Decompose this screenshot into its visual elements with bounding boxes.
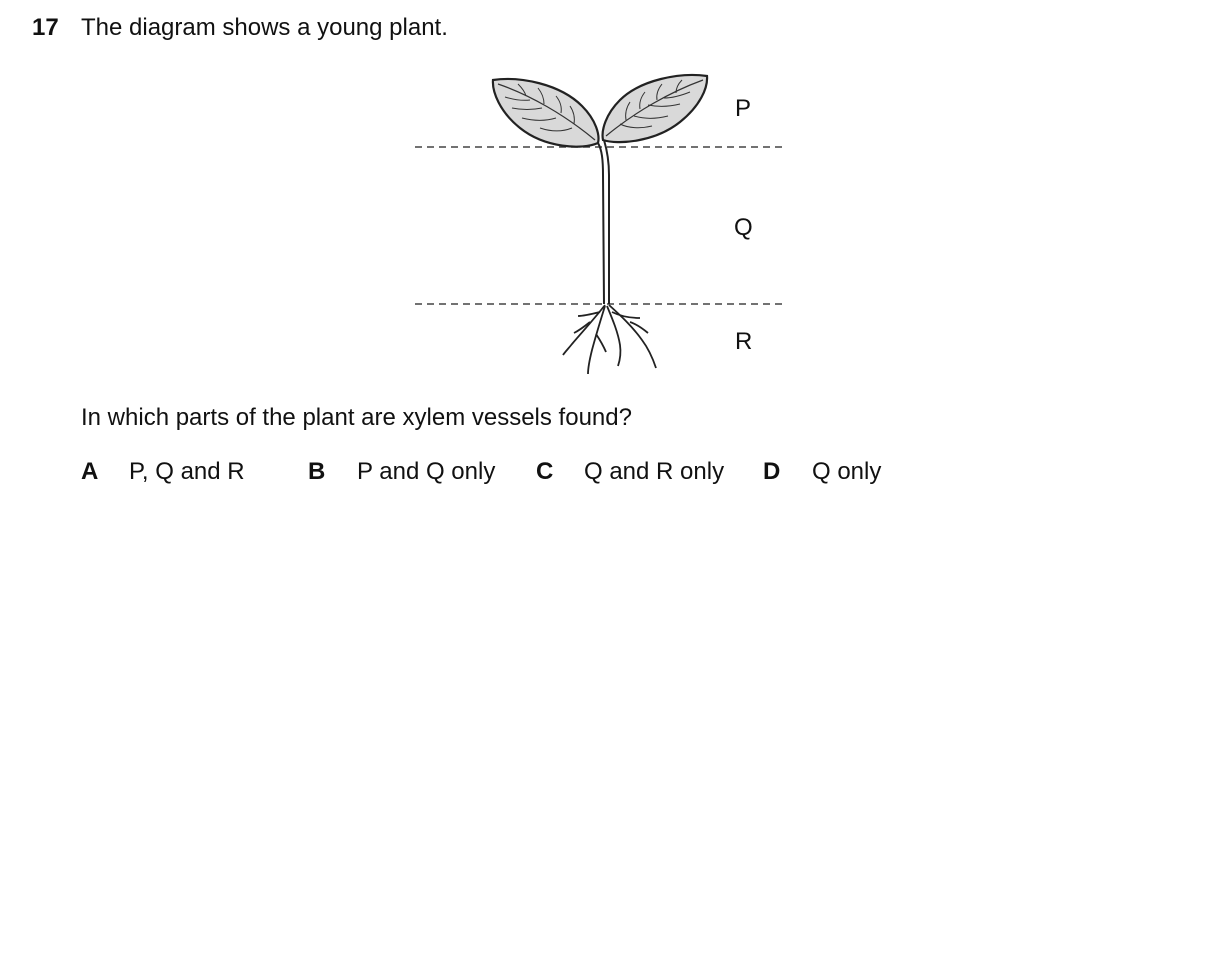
plant-stem — [598, 140, 609, 304]
zone-label-p: P — [735, 95, 752, 122]
option-b-letter[interactable]: B — [308, 458, 326, 485]
option-a-letter[interactable]: A — [81, 458, 99, 485]
plant-roots — [563, 305, 656, 374]
question-stem: The diagram shows a young plant. — [81, 14, 448, 41]
option-c-letter[interactable]: C — [536, 458, 554, 485]
plant-diagram — [400, 60, 800, 390]
question-prompt: In which parts of the plant are xylem vessels found? — [81, 404, 632, 431]
option-d-text[interactable]: Q only — [812, 458, 882, 485]
zone-label-q: Q — [734, 214, 753, 241]
right-leaf — [603, 75, 708, 142]
left-leaf — [493, 79, 599, 147]
option-c-text[interactable]: Q and R only — [584, 458, 725, 485]
option-a-text[interactable]: P, Q and R — [129, 458, 245, 485]
question-number: 17 — [32, 14, 59, 41]
option-d-letter[interactable]: D — [763, 458, 781, 485]
zone-label-r: R — [735, 328, 753, 355]
option-b-text[interactable]: P and Q only — [357, 458, 496, 485]
